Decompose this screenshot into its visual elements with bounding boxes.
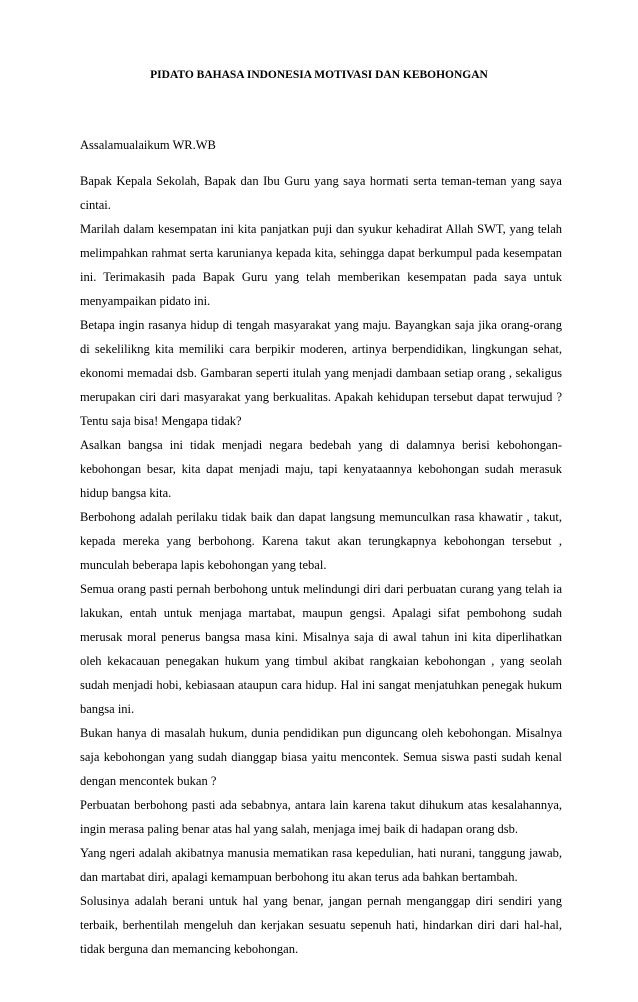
paragraph-opening-address: Bapak Kepala Sekolah, Bapak dan Ibu Guru yang saya hormati serta teman-teman yang saya cintai. xyxy=(80,174,562,212)
paragraph-consequences: Yang ngeri adalah akibatnya manusia mematikan rasa kepedulian, hati nurani, tanggung jawab, dan martabat diri, apalagi kemampuan berbohong itu akan terus ada bahkan bertambah. xyxy=(80,846,562,884)
paragraph-causes: Perbuatan berbohong pasti ada sebabnya, antara lain karena takut dihukum atas kesalahannya, ingin merasa paling benar atas hal yang salah, menjaga imej baik di hadapan orang dsb. xyxy=(80,798,562,836)
paragraph-solution: Solusinya adalah berani untuk hal yang benar, jangan pernah menganggap diri sendiri yang terbaik, berhentilah mengeluh dan kerjakan sesuatu sepenuh hati, hindarkan diri dari hal-hal, tidak berguna dan memancing kebohongan. xyxy=(80,894,562,956)
paragraph-nation-lies: Asalkan bangsa ini tidak menjadi negara bedebah yang di dalamnya berisi kebohongan-kebohongan besar, kita dapat menjadi maju, tapi kenyataannya kebohongan sudah merasuk hidup bangsa kita. xyxy=(80,438,562,500)
document-title: PIDATO BAHASA INDONESIA MOTIVASI DAN KEBOHONGAN xyxy=(150,69,488,81)
paragraph-education: Bukan hanya di masalah hukum, dunia pendidikan pun diguncang oleh kebohongan. Misalnya saja kebohongan yang sudah dianggap biasa yaitu mencontek. Semua siswa pasti sudah kenal dengan mencontek bukan ? xyxy=(80,726,562,788)
paragraph-everyone-lies: Semua orang pasti pernah berbohong untuk melindungi diri dari perbuatan curang yang telah ia lakukan, entah untuk menjaga martabat, maupun gengsi. Apalagi sifat pembohong sudah merusak moral penerus bangsa masa kini. Misalnya saja di awal tahun ini kita diperlihatkan oleh kekacauan penegakan hukum yang timbul akibat rangkaian kebohongan , yang seolah sudah menjadi hobi, kebiasaan ataupun cara hidup. Hal ini sangat menjatuhkan penegak hukum bangsa ini. xyxy=(80,582,562,716)
paragraph-advanced-society: Betapa ingin rasanya hidup di tengah masyarakat yang maju. Bayangkan saja jika orang-orang di sekelilikng kita memiliki cara berpikir moderen, artinya berpendidikan, lingkungan sehat, ekonomi memadai dsb. Gambaran seperti itulah yang menjadi dambaan setiap orang , sekaligus merupakan ciri dari masyarakat yang berkualitas. Apakah kehidupan tersebut dapat terwujud ? Tentu saja bisa! Mengapa tidak? xyxy=(80,318,562,428)
paragraph-gratitude: Marilah dalam kesempatan ini kita panjatkan puji dan syukur kehadirat Allah SWT, yang telah melimpahkan rahmat serta karunianya kepada kita, sehingga dapat berkumpul pada kesempatan ini. Terimakasih pada Bapak Guru yang telah memberikan kesempatan pada saya untuk menyampaikan pidato ini. xyxy=(80,222,562,308)
speech-body xyxy=(80,169,562,961)
paragraph-lying-behavior: Berbohong adalah perilaku tidak baik dan dapat langsung memunculkan rasa khawatir , takut, kepada mereka yang berbohong. Karena takut akan terungkapnya kebohongan tersebut , munculah beberapa lapis kebohongan yang tebal. xyxy=(80,510,562,572)
greeting-line: Assalamualaikum WR.WB xyxy=(80,138,216,152)
